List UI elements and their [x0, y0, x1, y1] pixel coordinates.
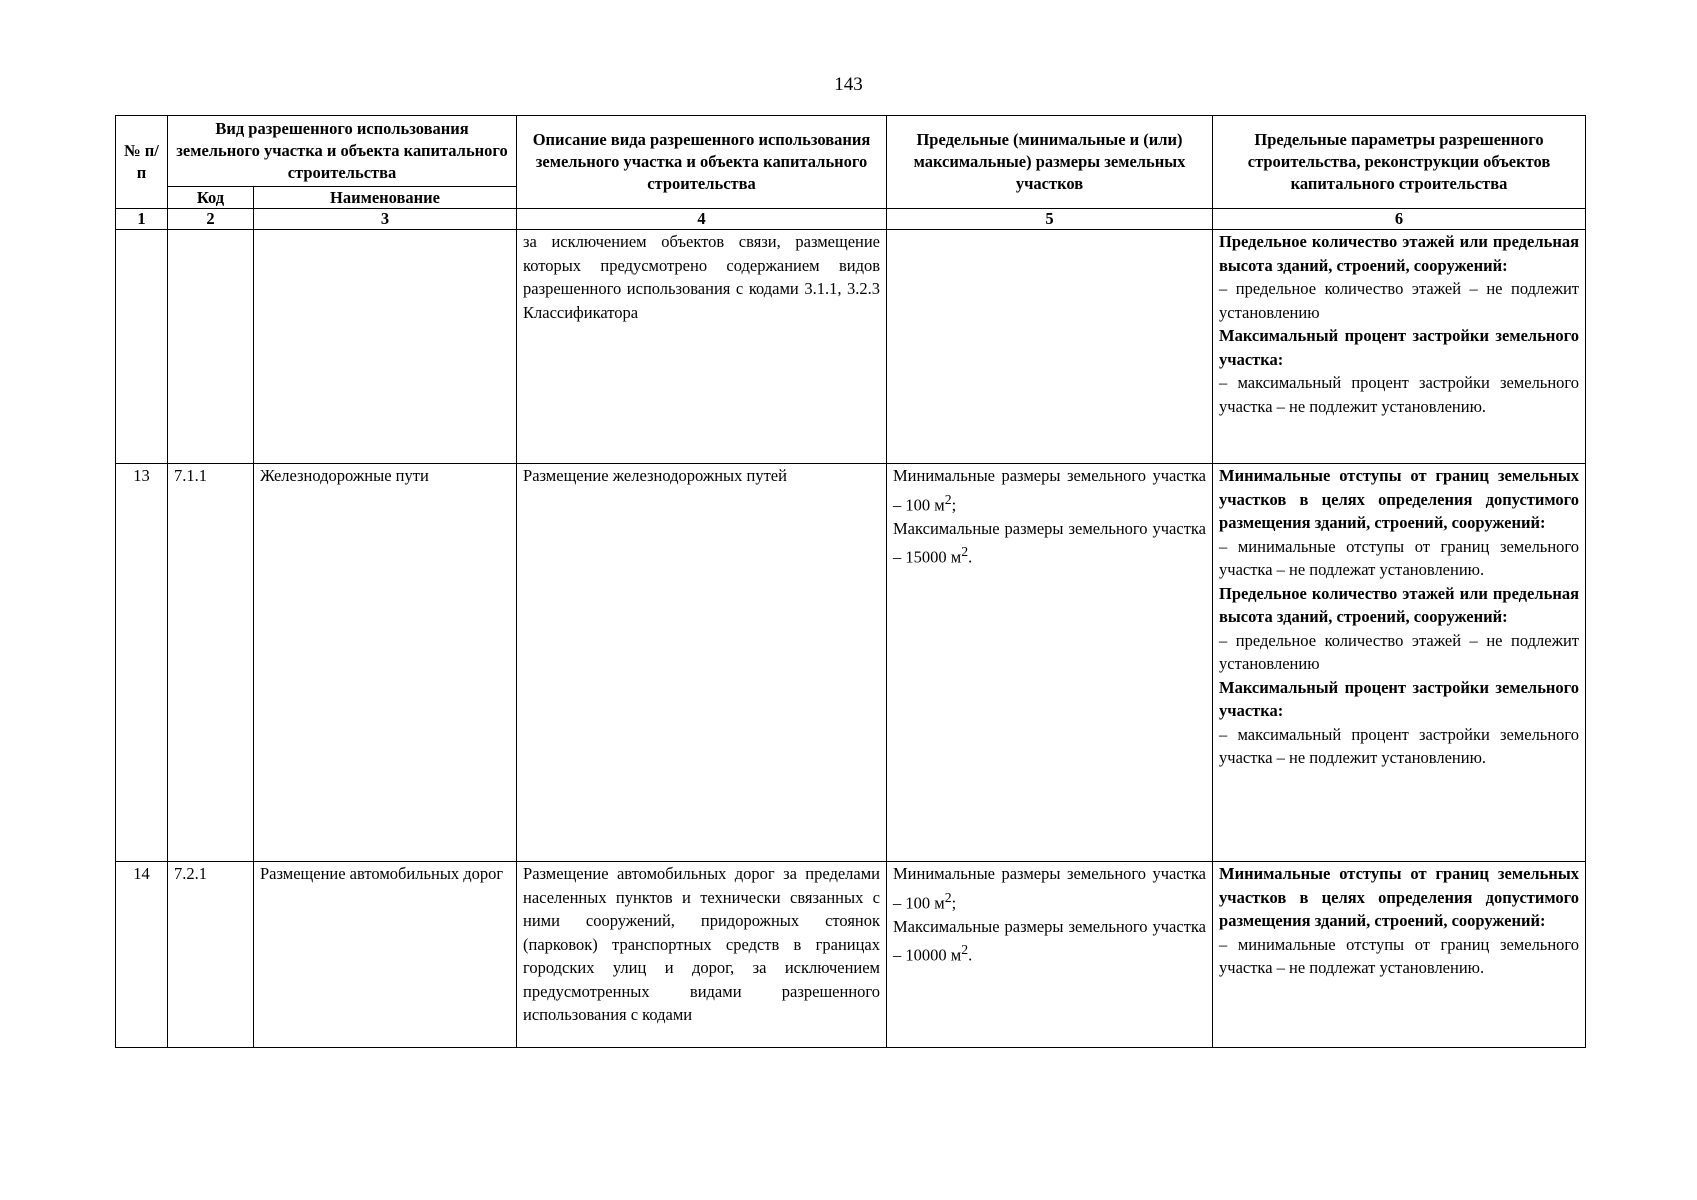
header-number: № п/п	[116, 116, 168, 209]
header-construction-params: Предельные параметры разрешенного строительства, реконструкции объектов капитального строительства	[1213, 116, 1586, 209]
table-row	[116, 464, 1586, 862]
row-construction-params	[1213, 230, 1586, 464]
row-plot-sizes	[887, 862, 1213, 1048]
header-code: Код	[168, 187, 254, 209]
plot-size-max: Максимальные размеры земельного участка – 15000 $м^2$.	[893, 518, 1207, 567]
row-construction-params	[1213, 862, 1586, 1048]
row-number	[116, 230, 168, 464]
column-number: 4	[517, 209, 887, 230]
column-number: 5	[887, 209, 1213, 230]
plot-size-max: Максимальные размеры земельного участка – 10000 $м^2$.	[893, 916, 1207, 965]
param-heading: Минимальные отступы от границ земельных участков в целях определения допустимого размещения зданий, строений, сооружений:	[1219, 466, 1580, 532]
param-text: – максимальный процент застройки земельного участка – не подлежит установлению.	[1219, 373, 1580, 416]
page-number: 143	[834, 74, 863, 95]
land-use-table	[115, 115, 1586, 1048]
param-text: – минимальные отступы от границ земельного участка – не подлежат установлению.	[1219, 934, 1580, 977]
row-number: 13	[116, 464, 168, 862]
row-name: Железнодорожные пути	[254, 464, 517, 862]
param-text: – предельное количество этажей – не подлежит установлению	[1219, 630, 1580, 673]
row-name	[254, 230, 517, 464]
param-text: – предельное количество этажей – не подлежит установлению	[1219, 279, 1580, 322]
param-text: – максимальный процент застройки земельного участка – не подлежит установлению.	[1219, 724, 1580, 767]
column-number: 1	[116, 209, 168, 230]
row-description: Размещение железнодорожных путей	[517, 464, 887, 862]
param-heading: Максимальный процент застройки земельного участка:	[1219, 326, 1580, 369]
row-description: за исключением объектов связи, размещение которых предусмотрено содержанием видов разрешенного использования с кодами 3.1.1, 3.2.3 Классификатора	[517, 230, 887, 464]
header-name: Наименование	[254, 187, 517, 209]
row-plot-sizes	[887, 464, 1213, 862]
header-land-use-type: Вид разрешенного использования земельного участка и объекта капитального строительства	[168, 116, 517, 187]
param-heading: Предельное количество этажей или предельная высота зданий, строений, сооружений:	[1219, 583, 1580, 626]
param-heading: Предельное количество этажей или предельная высота зданий, строений, сооружений:	[1219, 232, 1580, 275]
table-row	[116, 862, 1586, 1048]
row-code	[168, 230, 254, 464]
param-text: – минимальные отступы от границ земельного участка – не подлежат установлению.	[1219, 536, 1580, 579]
row-name: Размещение автомобильных дорог	[254, 862, 517, 1048]
table-row	[116, 230, 1586, 464]
header-description: Описание вида разрешенного использования земельного участка и объекта капитального строительства	[517, 116, 887, 209]
param-heading: Минимальные отступы от границ земельных участков в целях определения допустимого размещения зданий, строений, сооружений:	[1219, 864, 1580, 930]
row-number: 14	[116, 862, 168, 1048]
header-plot-sizes: Предельные (минимальные и (или) максимальные) размеры земельных участков	[887, 116, 1213, 209]
row-plot-sizes	[887, 230, 1213, 464]
column-number: 6	[1213, 209, 1586, 230]
plot-size-min: Минимальные размеры земельного участка – 100 $м^2$;	[893, 466, 1207, 514]
plot-size-min: Минимальные размеры земельного участка – 100 $м^2$;	[893, 864, 1207, 912]
param-heading: Максимальный процент застройки земельного участка:	[1219, 677, 1580, 720]
row-construction-params	[1213, 464, 1586, 862]
row-code: 7.2.1	[168, 862, 254, 1048]
column-number: 3	[254, 209, 517, 230]
row-description: Размещение автомобильных дорог за пределами населенных пунктов и технически связанных с ними сооружений, придорожных стоянок (парковок) транспортных средств в границах городских улиц и дорог, за исключением предусмотренных видами разрешенного использования с кодами	[517, 862, 887, 1048]
column-number: 2	[168, 209, 254, 230]
row-code: 7.1.1	[168, 464, 254, 862]
